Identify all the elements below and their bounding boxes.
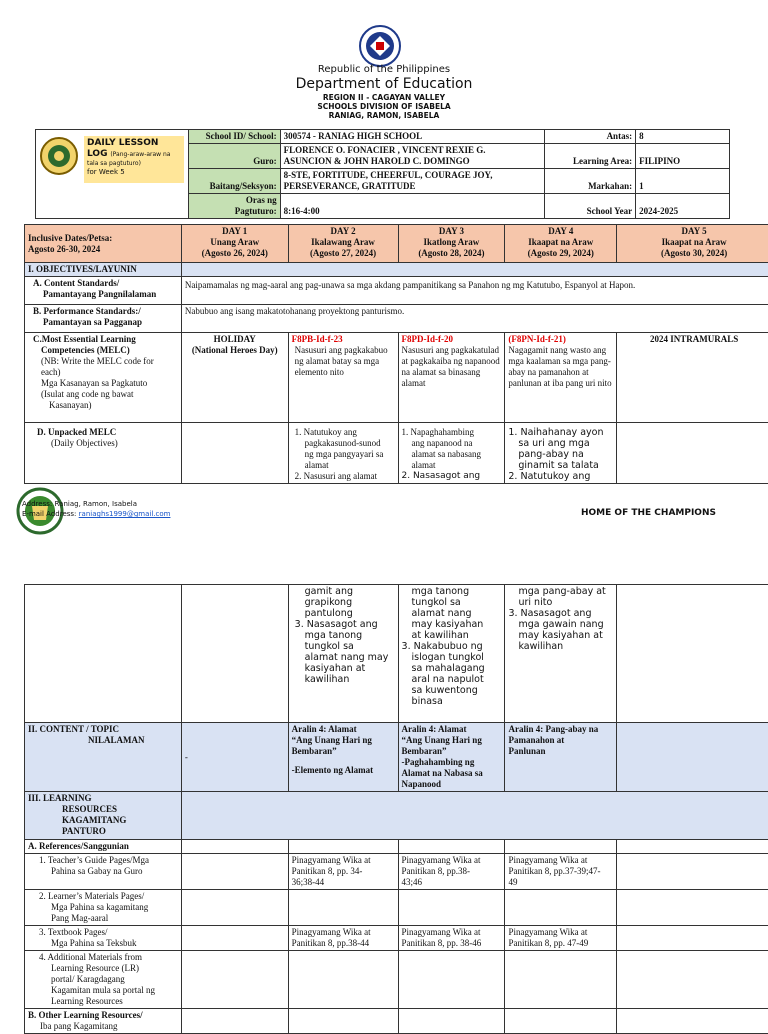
markahan-label: Markahan: (545, 169, 636, 194)
footer-email-link[interactable]: raniaghs1999@gmail.com (78, 510, 171, 518)
main-table-page2 (24, 584, 768, 1034)
header-block (234, 64, 534, 120)
guro-value-2: ASUNCION & JOHN HAROLD C. DOMINGO (283, 156, 470, 166)
melc-day5: 2024 INTRAMURALS (617, 333, 768, 423)
footer-contact (22, 499, 170, 519)
tg-day3: Pinagyamang Wika at Panitikan 8, pp.38- 43;46 (398, 854, 505, 890)
dates-label-1: Inclusive Dates/Petsa: (28, 232, 113, 243)
baitang-value-2: PERSEVERANCE, GRATITUDE (283, 181, 416, 191)
dll-sub-1: (Pang-araw-araw na (110, 151, 171, 158)
school-logo-icon (39, 136, 79, 176)
oras-value: 8:16-4:00 (280, 194, 545, 219)
tb-day3: Pinagyamang Wika at Panitikan 8, pp. 38-46 (398, 926, 505, 951)
refs-label: A. References/Sanggunian (25, 840, 182, 854)
oras-label-2: Pagtuturo: (234, 206, 277, 216)
guro-value-1: FLORENCE O. FONACIER , VINCENT REXIE G. (283, 145, 486, 155)
lr-label: III. LEARNING RESOURCES KAGAMITANG PANTURO (25, 792, 182, 840)
content-std-value: Naipamamalas ng mag-aaral ang pag-unawa sa mga akdang pampanitikang sa Panahon ng mg Katutubo, Espanyol at Hapon. (181, 277, 768, 305)
oras-label (188, 194, 280, 219)
lm-label: 2. Learner’s Materials Pages/ Mga Pahina sa kagamitang Pang Mag-aaral (25, 890, 182, 926)
content-day2: Aralin 4: Alamat “Ang Unang Hari ng Bembaran” -Elemento ng Alamat (288, 723, 398, 792)
melc-day4: (F8PN-Id-f-21) Nagagamit nang wasto ang mga kaalaman sa mga pang-abay na pamanahon at panlunan at iba pang uri nito (505, 333, 617, 423)
footer-address: Address: Raniag, Ramon, Isabela (22, 500, 137, 508)
sy-label: School Year (545, 194, 636, 219)
guro-label: Guro: (188, 144, 280, 169)
unpacked-day2: 1. Natutukoy ang pagkakasunod-sunod ng mga pangyayari sa alamat 2. Nasusuri ang alamat (288, 423, 398, 484)
footer-email-label: E-mail Address: (22, 510, 77, 518)
dll-title-1: DAILY LESSON (87, 138, 159, 148)
address-text: RANIAG, RAMON, ISABELA (328, 111, 440, 120)
cont-day4: mga pang-abay at uri nito 3. Nasasagot ang mga gawain nang may kasiyahan at kawilihan (505, 585, 617, 723)
footer-motto: HOME OF THE CHAMPIONS (581, 508, 716, 518)
am-label: 4. Additional Materials from Learning Resource (LR) portal/ Karagdagang Kagamitan mula sa portal ng Learning Resources (25, 951, 182, 1009)
oras-label-1: Oras ng (245, 195, 277, 205)
cont-day2: gamit ang grapikong pantulong 3. Nasasagot ang mga tanong tungkol sa alamat nang may kasiyahan at kawilihan (288, 585, 398, 723)
division-text: SCHOOLS DIVISION OF ISABELA (317, 102, 451, 111)
content-day3: Aralin 4: Alamat “Ang Unang Hari ng Bembaran” -Paghahambing ng Alamat na Nabasa sa Napanood (398, 723, 505, 792)
dll-title-2: LOG (87, 149, 108, 159)
dates-label (25, 225, 182, 263)
day4-header: DAY 4 Ikaapat na Araw (Agosto 29, 2024) (505, 225, 617, 263)
day5-header: DAY 5 Ikaapat na Araw (Agosto 30, 2024) (617, 225, 768, 263)
republic-text: Republic of the Philippines (317, 64, 451, 75)
school-label: School ID/ School: (188, 130, 280, 144)
deped-seal-logo (356, 24, 404, 68)
main-table-page1 (24, 224, 768, 484)
tg-label: 1. Teacher’s Guide Pages/Mga Pahina sa Gabay na Guro (25, 854, 182, 890)
content-std-label: A. Content Standards/ Pamantayang Pangnilalaman (25, 277, 182, 305)
unpacked-label: D. Unpacked MELC (Daily Objectives) (25, 423, 182, 484)
antas-label: Antas: (545, 130, 636, 144)
tg-day4: Pinagyamang Wika at Panitikan 8, pp.37-39;47- 49 (505, 854, 617, 890)
baitang-value (280, 169, 545, 194)
melc-label: C.Most Essential Learning Competencies (MELC) (NB: Write the MELC code for each) Mga Kasanayan sa Pagkatuto (Isulat ang code ng bawat Kasanayan) (25, 333, 182, 423)
area-label: Learning Area: (545, 144, 636, 169)
melc-day1: HOLIDAY (National Heroes Day) (181, 333, 288, 423)
tb-day4: Pinagyamang Wika at Panitikan 8, pp. 47-49 (505, 926, 617, 951)
guro-value (280, 144, 545, 169)
dll-sub-3: for Week 5 (87, 168, 125, 176)
content-day4: Aralin 4: Pang-abay na Pamanahon at Panlunan (505, 723, 617, 792)
dll-title-cell (36, 130, 189, 219)
unpacked-day3: 1. Napaghahambing ang napanood na alamat sa nabasang alamat 2. Nasasagot ang (398, 423, 505, 484)
baitang-value-1: 8-STE, FORTITUDE, CHEERFUL, COURAGE JOY, (283, 170, 493, 180)
region-text: REGION II - CAGAYAN VALLEY (322, 93, 446, 102)
sy-value: 2024-2025 (636, 194, 730, 219)
other-label: B. Other Learning Resources/ Iba pang Kagamitang (25, 1009, 182, 1034)
unpacked-day4: 1. Naihahanay ayon sa uri ang mga pang-abay na ginamit sa talata 2. Natutukoy ang (505, 423, 617, 484)
tb-label: 3. Textbook Pages/ Mga Pahina sa Teksbuk (25, 926, 182, 951)
perf-std-value: Nabubuo ang isang makatotohanang proyektong panturismo. (181, 305, 768, 333)
melc-day3: F8PD-Id-f-20 Nasusuri ang pagkakatulad at pagkakaiba ng napanood na alamat sa binasang alamat (398, 333, 505, 423)
content-label: II. CONTENT / TOPIC NILALAMAN (25, 723, 182, 792)
day3-header: DAY 3 Ikatlong Araw (Agosto 28, 2024) (398, 225, 505, 263)
perf-std-label: B. Performance Standards:/ Pamantayan sa Pagganap (25, 305, 182, 333)
school-value: 300574 - RANIAG HIGH SCHOOL (280, 130, 545, 144)
cont-day3: mga tanong tungkol sa alamat nang may kasiyahan at kawilihan 3. Nakabubuo ng islogan tungkol sa mahalagang aral na napulot sa kuwentong binasa (398, 585, 505, 723)
antas-value: 8 (636, 130, 730, 144)
area-value: FILIPINO (636, 144, 730, 169)
content-day1: - (181, 723, 288, 792)
objectives-section: I. OBJECTIVES/LAYUNIN (25, 263, 182, 277)
markahan-value: 1 (636, 169, 730, 194)
info-table (35, 129, 730, 219)
melc-day2: F8PB-Id-f-23 Nasusuri ang pagkakabuo ng alamat batay sa mga elemento nito (288, 333, 398, 423)
day1-header: DAY 1 Unang Araw (Agosto 26, 2024) (181, 225, 288, 263)
dll-title-box (84, 136, 184, 183)
baitang-label: Baitang/Seksyon: (188, 169, 280, 194)
dates-label-2: Agosto 26-30, 2024 (28, 243, 101, 254)
day2-header: DAY 2 Ikalawang Araw (Agosto 27, 2024) (288, 225, 398, 263)
tb-day2: Pinagyamang Wika at Panitikan 8, pp.38-44 (288, 926, 398, 951)
tg-day2: Pinagyamang Wika at Panitikan 8, pp. 34- 36;38-44 (288, 854, 398, 890)
dll-sub-2: tala sa pagtuturo) (87, 160, 141, 167)
department-title: Department of Education (295, 76, 473, 92)
